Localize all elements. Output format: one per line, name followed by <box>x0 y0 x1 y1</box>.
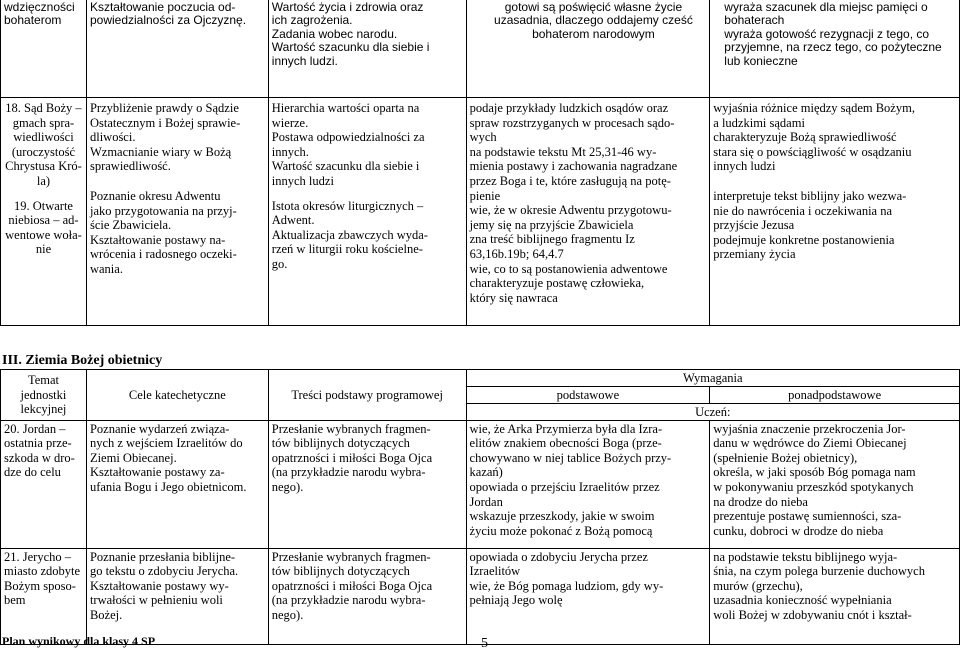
podstawowe-cell: opowiada o zdobyciu Jerycha przez Izraelitów wie, że Bóg pomaga ludziom, gdy wy- pełniają Jego wolę <box>466 548 710 644</box>
cele-cell: Poznanie przesłania biblijne- go tekstu o zdobyciu Jerycha. Kształtowanie postawy wy- trwałości w pełnieniu woli Bożej. <box>86 548 268 644</box>
table-row <box>1 548 960 644</box>
table-row <box>1 98 960 326</box>
curriculum-table-bottom <box>0 369 960 645</box>
table-row <box>1 420 960 548</box>
cele-cell: Kształtowanie poczucia od- powiedzialności za Ojczyznę. <box>86 0 268 98</box>
cele-cell: Przybliżenie prawdy o Sądzie Ostatecznym i Bożej sprawie- dliwości. Wzmacnianie wiary w Bożą sprawiedliwość. Poznanie okresu Adwentu jako przygotowania na przyj- ście Zbawiciela. Kształtowanie postawy na- wrócenia i radosnego oczeki- wania. <box>86 98 268 326</box>
tresci-cell: Przesłanie wybranych fragmen- tów biblijnych dotyczących opatrzności i miłości Boga Ojca (na przykładzie narodu wybra- nego). <box>268 420 466 548</box>
header-wymagania: Wymagania <box>466 370 959 387</box>
podstawowe-cell: gotowi są poświęcić własne życie uzasadnia, dlaczego oddajemy cześć bohaterom narodowym <box>466 0 710 98</box>
ponadpodstawowe-cell: wyjaśnia różnice między sądem Bożym, a ludzkimi sądami charakteryzuje Bożą sprawiedliwość stara się o powściągliwość w osądzaniu innych ludzi interpretuje tekst biblijny jako wezwa- nie do nawrócenia i oczekiwania na przyjście Jezusa podejmuje konkretne postanowienia przemiany życia <box>710 98 960 326</box>
section-title: III. Ziemia Bożej obietnicy <box>2 353 163 368</box>
header-temat: Temat jednostki lekcyjnej <box>1 370 87 421</box>
header-row <box>1 370 960 387</box>
temat-cell: 21. Jerycho – miasto zdobyte Bożym sposo- bem <box>1 548 87 644</box>
temat-cell: 20. Jordan – ostatnia prze- szkoda w dro- dze do celu <box>1 420 87 548</box>
podstawowe-cell: wie, że Arka Przymierza była dla Izra- elitów znakiem obecności Boga (prze- chowywano w niej tablice Bożych przy- kazań) opowiada o przejściu Izraelitów przez Jordan wskazuje przeszkody, jakie w swoim życiu może pokonać z Bożą pomocą <box>466 420 710 548</box>
temat-cell: wdzięczności bohaterom <box>1 0 87 98</box>
temat-cell: 18. Sąd Boży – gmach spra- wiedliwości (uroczystość Chrystusa Kró- la) 19. Otwarte niebiosa – ad- wentowe woła- nie <box>1 98 87 326</box>
header-ponadpodstawowe: ponadpodstawowe <box>710 387 960 404</box>
table-row <box>1 0 960 98</box>
ponadpodstawowe-cell: wyjaśnia znaczenie przekroczenia Jor- danu w wędrówce do Ziemi Obiecanej (spełnienie Bożej obietnicy), określa, w jaki sposób Bóg pomaga nam w pokonywaniu przeszkód spotykanych na drodze do nieba prezentuje postawę sumienności, sza- cunku, dobroci w drodze do nieba <box>710 420 960 548</box>
header-uczen: Uczeń: <box>466 404 959 421</box>
header-podstawowe: podstawowe <box>466 387 710 404</box>
tresci-cell: Przesłanie wybranych fragmen- tów biblijnych dotyczących opatrzności i miłości Boga Ojca (na przykładzie narodu wybra- nego). <box>268 548 466 644</box>
cele-cell: Poznanie wydarzeń związa- nych z wejściem Izraelitów do Ziemi Obiecanej. Kształtowanie postawy za- ufania Bogu i Jego obietnicom. <box>86 420 268 548</box>
tresci-cell: Wartość życia i zdrowia oraz ich zagrożenia. Zadania wobec narodu. Wartość szacunku dla siebie i innych ludzi. <box>268 0 466 98</box>
header-cele: Cele katechetyczne <box>86 370 268 421</box>
page-footer: Plan wynikowy dla klasy 4 SP <box>2 634 156 648</box>
ponadpodstawowe-cell: wyraża szacunek dla miejsc pamięci o bohaterach wyraża gotowość rezygnacji z tego, co przyjemne, na rzecz tego, co pożyteczne lub konieczne <box>710 0 960 98</box>
header-tresci: Treści podstawy programowej <box>268 370 466 421</box>
ponadpodstawowe-cell: na podstawie tekstu biblijnego wyja- śnia, na czym polega burzenie duchowych murów (grzechu), uzasadnia konieczność wypełniania woli Bożej w zdobywaniu cnót i kształ- <box>710 548 960 644</box>
page-number: 5 <box>481 636 488 651</box>
podstawowe-cell: podaje przykłady ludzkich osądów oraz spraw rozstrzyganych w procesach sądo- wych na podstawie tekstu Mt 25,31-46 wy- mienia postawy i zachowania nagradzane przez Boga i te, które zasługują na potę- pienie wie, że w okresie Adwentu przygotowu- jemy się na przyjście Zbawiciela zna treść biblijnego fragmentu Iz 63,16b.19b; 64,4.7 wie, co to są postanowienia adwentowe charakteryzuje postawę człowieka, który się nawraca <box>466 98 710 326</box>
tresci-cell: Hierarchia wartości oparta na wierze. Postawa odpowiedzialności za innych. Wartość szacunku dla siebie i innych ludzi Istota okresów liturgicznych – Adwent. Aktualizacja zbawczych wyda- rzeń w liturgii roku kościelne- go. <box>268 98 466 326</box>
